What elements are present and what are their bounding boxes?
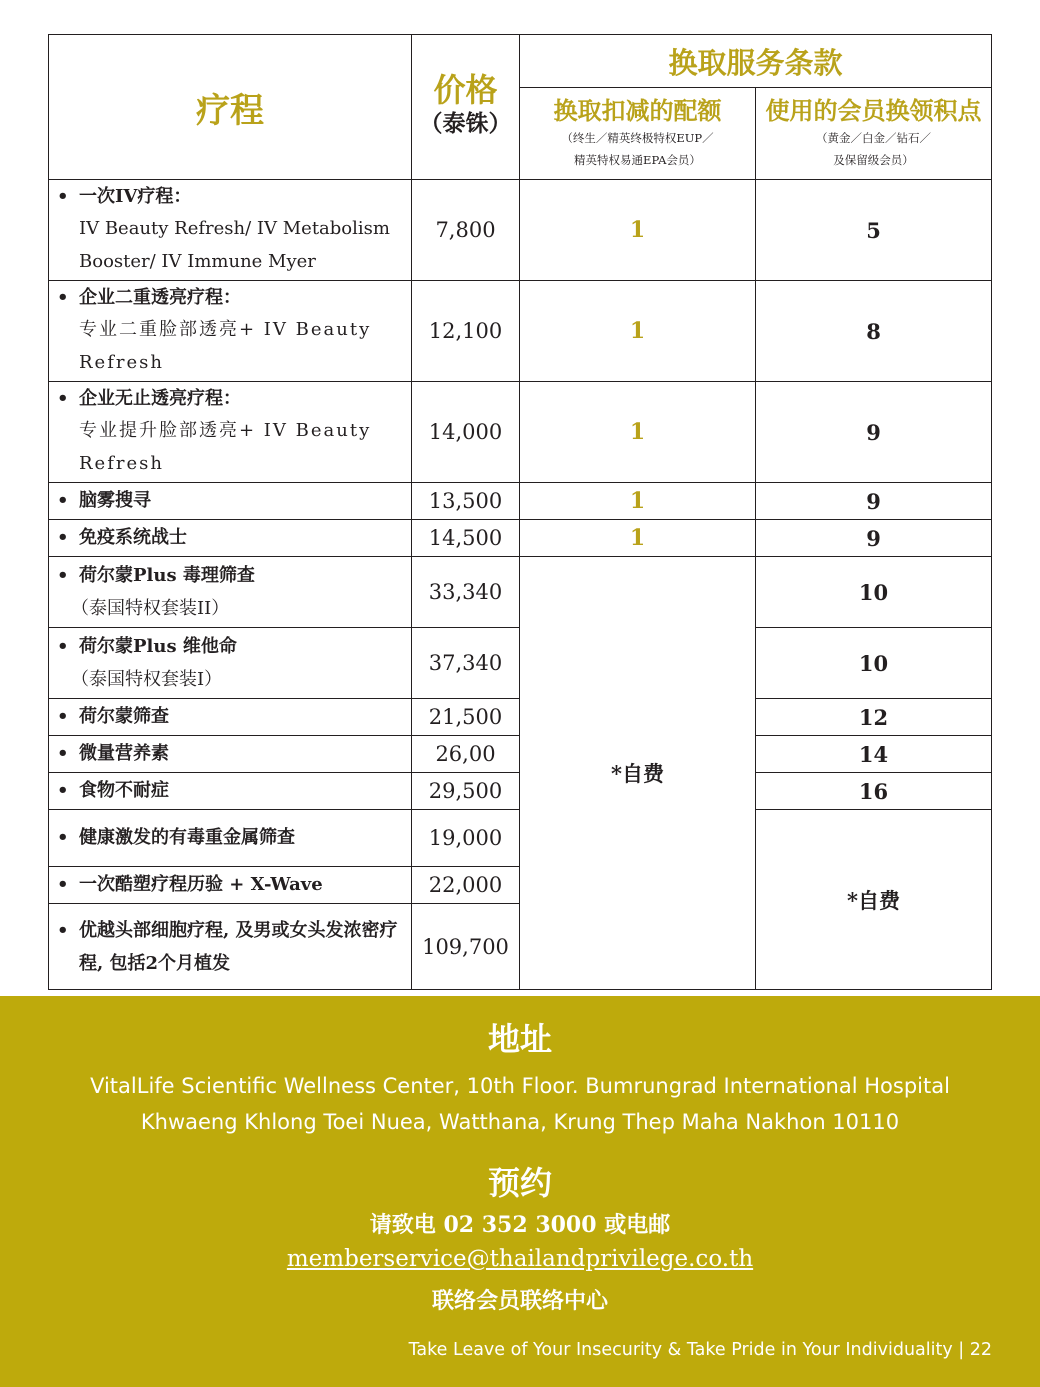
price-cell: 7,800 bbox=[412, 180, 520, 281]
quota-cell: 1 bbox=[520, 382, 756, 483]
treatment-cell bbox=[49, 773, 412, 810]
price-cell: 14,500 bbox=[412, 520, 520, 557]
quota-cell: 1 bbox=[520, 180, 756, 281]
points-cell: 5 bbox=[756, 180, 992, 281]
address-line: VitalLife Scientific Wellness Center, 10th Floor. Bumrungrad International Hospital bbox=[90, 1074, 950, 1098]
treatment-cell bbox=[49, 628, 412, 699]
phone-line: 请致电 02 352 3000 或电邮 bbox=[369, 1212, 671, 1238]
treatment-title: • 食物不耐症 bbox=[57, 776, 407, 806]
treatment-title: • 一次IV疗程： bbox=[57, 182, 407, 212]
price-cell: 13,500 bbox=[412, 483, 520, 520]
table-row bbox=[49, 180, 992, 281]
price-cell: 37,340 bbox=[412, 628, 520, 699]
header-terms: 换取服务条款 bbox=[520, 35, 992, 88]
treatment-cell bbox=[49, 810, 412, 867]
points-cell: 9 bbox=[756, 382, 992, 483]
points-cell: 8 bbox=[756, 281, 992, 382]
price-cell: 26,00 bbox=[412, 736, 520, 773]
treatment-title: • 免疫系统战士 bbox=[57, 523, 407, 553]
price-cell: 29,500 bbox=[412, 773, 520, 810]
self-pay-quota-cell: *自费 bbox=[520, 557, 756, 990]
points-cell: 9 bbox=[756, 483, 992, 520]
address-block bbox=[0, 1068, 1040, 1140]
price-cell: 22,000 bbox=[412, 867, 520, 904]
contact-line: 联络会员联络中心 bbox=[431, 1288, 608, 1314]
header-treatment: 疗程 bbox=[49, 35, 412, 180]
points-cell: 14 bbox=[756, 736, 992, 773]
table-row bbox=[49, 281, 992, 382]
price-cell: 21,500 bbox=[412, 699, 520, 736]
header-quota-sub1: （终生／精英终极特权EUP／ bbox=[561, 131, 714, 146]
treatment-title: • 健康激发的有毒重金属筛查 bbox=[57, 823, 407, 853]
table-row bbox=[49, 483, 992, 520]
treatment-cell bbox=[49, 281, 412, 382]
treatment-title: • 荷尔蒙筛查 bbox=[57, 702, 407, 732]
quota-cell: 1 bbox=[520, 520, 756, 557]
treatment-desc: （泰国特权套装I） bbox=[71, 669, 223, 690]
price-cell: 14,000 bbox=[412, 382, 520, 483]
header-points bbox=[756, 88, 992, 180]
treatment-cell bbox=[49, 382, 412, 483]
quota-cell: 1 bbox=[520, 281, 756, 382]
treatment-title: • 一次酷塑疗程历验 + X-Wave bbox=[57, 870, 407, 900]
treatment-cell bbox=[49, 904, 412, 990]
table-row bbox=[49, 557, 992, 628]
points-cell: 10 bbox=[756, 557, 992, 628]
header-quota-title: 换取扣减的配额 bbox=[553, 95, 722, 125]
treatment-desc: （泰国特权套装II） bbox=[71, 598, 230, 619]
price-cell: 33,340 bbox=[412, 557, 520, 628]
treatment-cell bbox=[49, 699, 412, 736]
address-title: 地址 bbox=[487, 1020, 552, 1058]
treatment-title: • 微量营养素 bbox=[57, 739, 407, 769]
treatment-title: • 脑雾搜寻 bbox=[57, 486, 407, 516]
treatment-cell bbox=[49, 867, 412, 904]
table-row bbox=[49, 520, 992, 557]
header-quota-sub2: 精英特权易通EPA会员） bbox=[574, 153, 701, 168]
treatment-cell bbox=[49, 483, 412, 520]
header-points-sub2: 及保留级会员） bbox=[833, 153, 914, 168]
price-cell: 19,000 bbox=[412, 810, 520, 867]
address-line: Khwaeng Khlong Toei Nuea, Watthana, Krung Thep Maha Nakhon 10110 bbox=[140, 1110, 900, 1134]
footer-contact-panel bbox=[0, 996, 1040, 1387]
treatment-cell bbox=[49, 557, 412, 628]
points-cell: 10 bbox=[756, 628, 992, 699]
header-points-sub1: （黄金／白金／钻石／ bbox=[816, 131, 931, 146]
header-points-title: 使用的会员换领积点 bbox=[765, 95, 982, 125]
page-tagline: Take Leave of Your Insecurity & Take Pride in Your Individuality | 22 bbox=[408, 1340, 992, 1360]
price-cell: 12,100 bbox=[412, 281, 520, 382]
treatment-title: • 企业无止透亮疗程： bbox=[57, 384, 407, 414]
quota-cell: 1 bbox=[520, 483, 756, 520]
treatment-title: • 荷尔蒙Plus 维他命 bbox=[57, 630, 407, 663]
points-cell: 12 bbox=[756, 699, 992, 736]
points-cell: 9 bbox=[756, 520, 992, 557]
treatment-desc: 专业二重脸部透亮+ IV Beauty Refresh bbox=[79, 319, 372, 373]
header-price-unit: （泰铢） bbox=[419, 110, 512, 137]
self-pay-points-cell: *自费 bbox=[756, 810, 992, 990]
header-price bbox=[412, 35, 520, 180]
redemption-table-container bbox=[48, 34, 992, 990]
treatment-cell bbox=[49, 180, 412, 281]
email-link[interactable]: memberservice@thailandprivilege.co.th bbox=[286, 1246, 754, 1272]
header-price-label: 价格 bbox=[433, 71, 498, 109]
treatment-desc: 专业提升脸部透亮+ IV Beauty Refresh bbox=[79, 420, 372, 474]
treatment-title: • 优越头部细胞疗程, 及男或女头发浓密疗 bbox=[57, 914, 407, 947]
table-row bbox=[49, 382, 992, 483]
price-cell: 109,700 bbox=[412, 904, 520, 990]
treatment-title: • 企业二重透亮疗程： bbox=[57, 283, 407, 313]
points-cell: 16 bbox=[756, 773, 992, 810]
treatment-title: • 荷尔蒙Plus 毒理筛查 bbox=[57, 559, 407, 592]
treatment-desc: IV Beauty Refresh/ IV Metabolism Booster/ IV Immune Myer bbox=[79, 218, 390, 272]
treatment-desc: 程, 包括2个月植发 bbox=[79, 952, 231, 974]
header-quota bbox=[520, 88, 756, 180]
treatment-cell bbox=[49, 736, 412, 773]
booking-title: 预约 bbox=[487, 1164, 552, 1202]
redemption-table bbox=[48, 34, 992, 990]
treatment-cell bbox=[49, 520, 412, 557]
